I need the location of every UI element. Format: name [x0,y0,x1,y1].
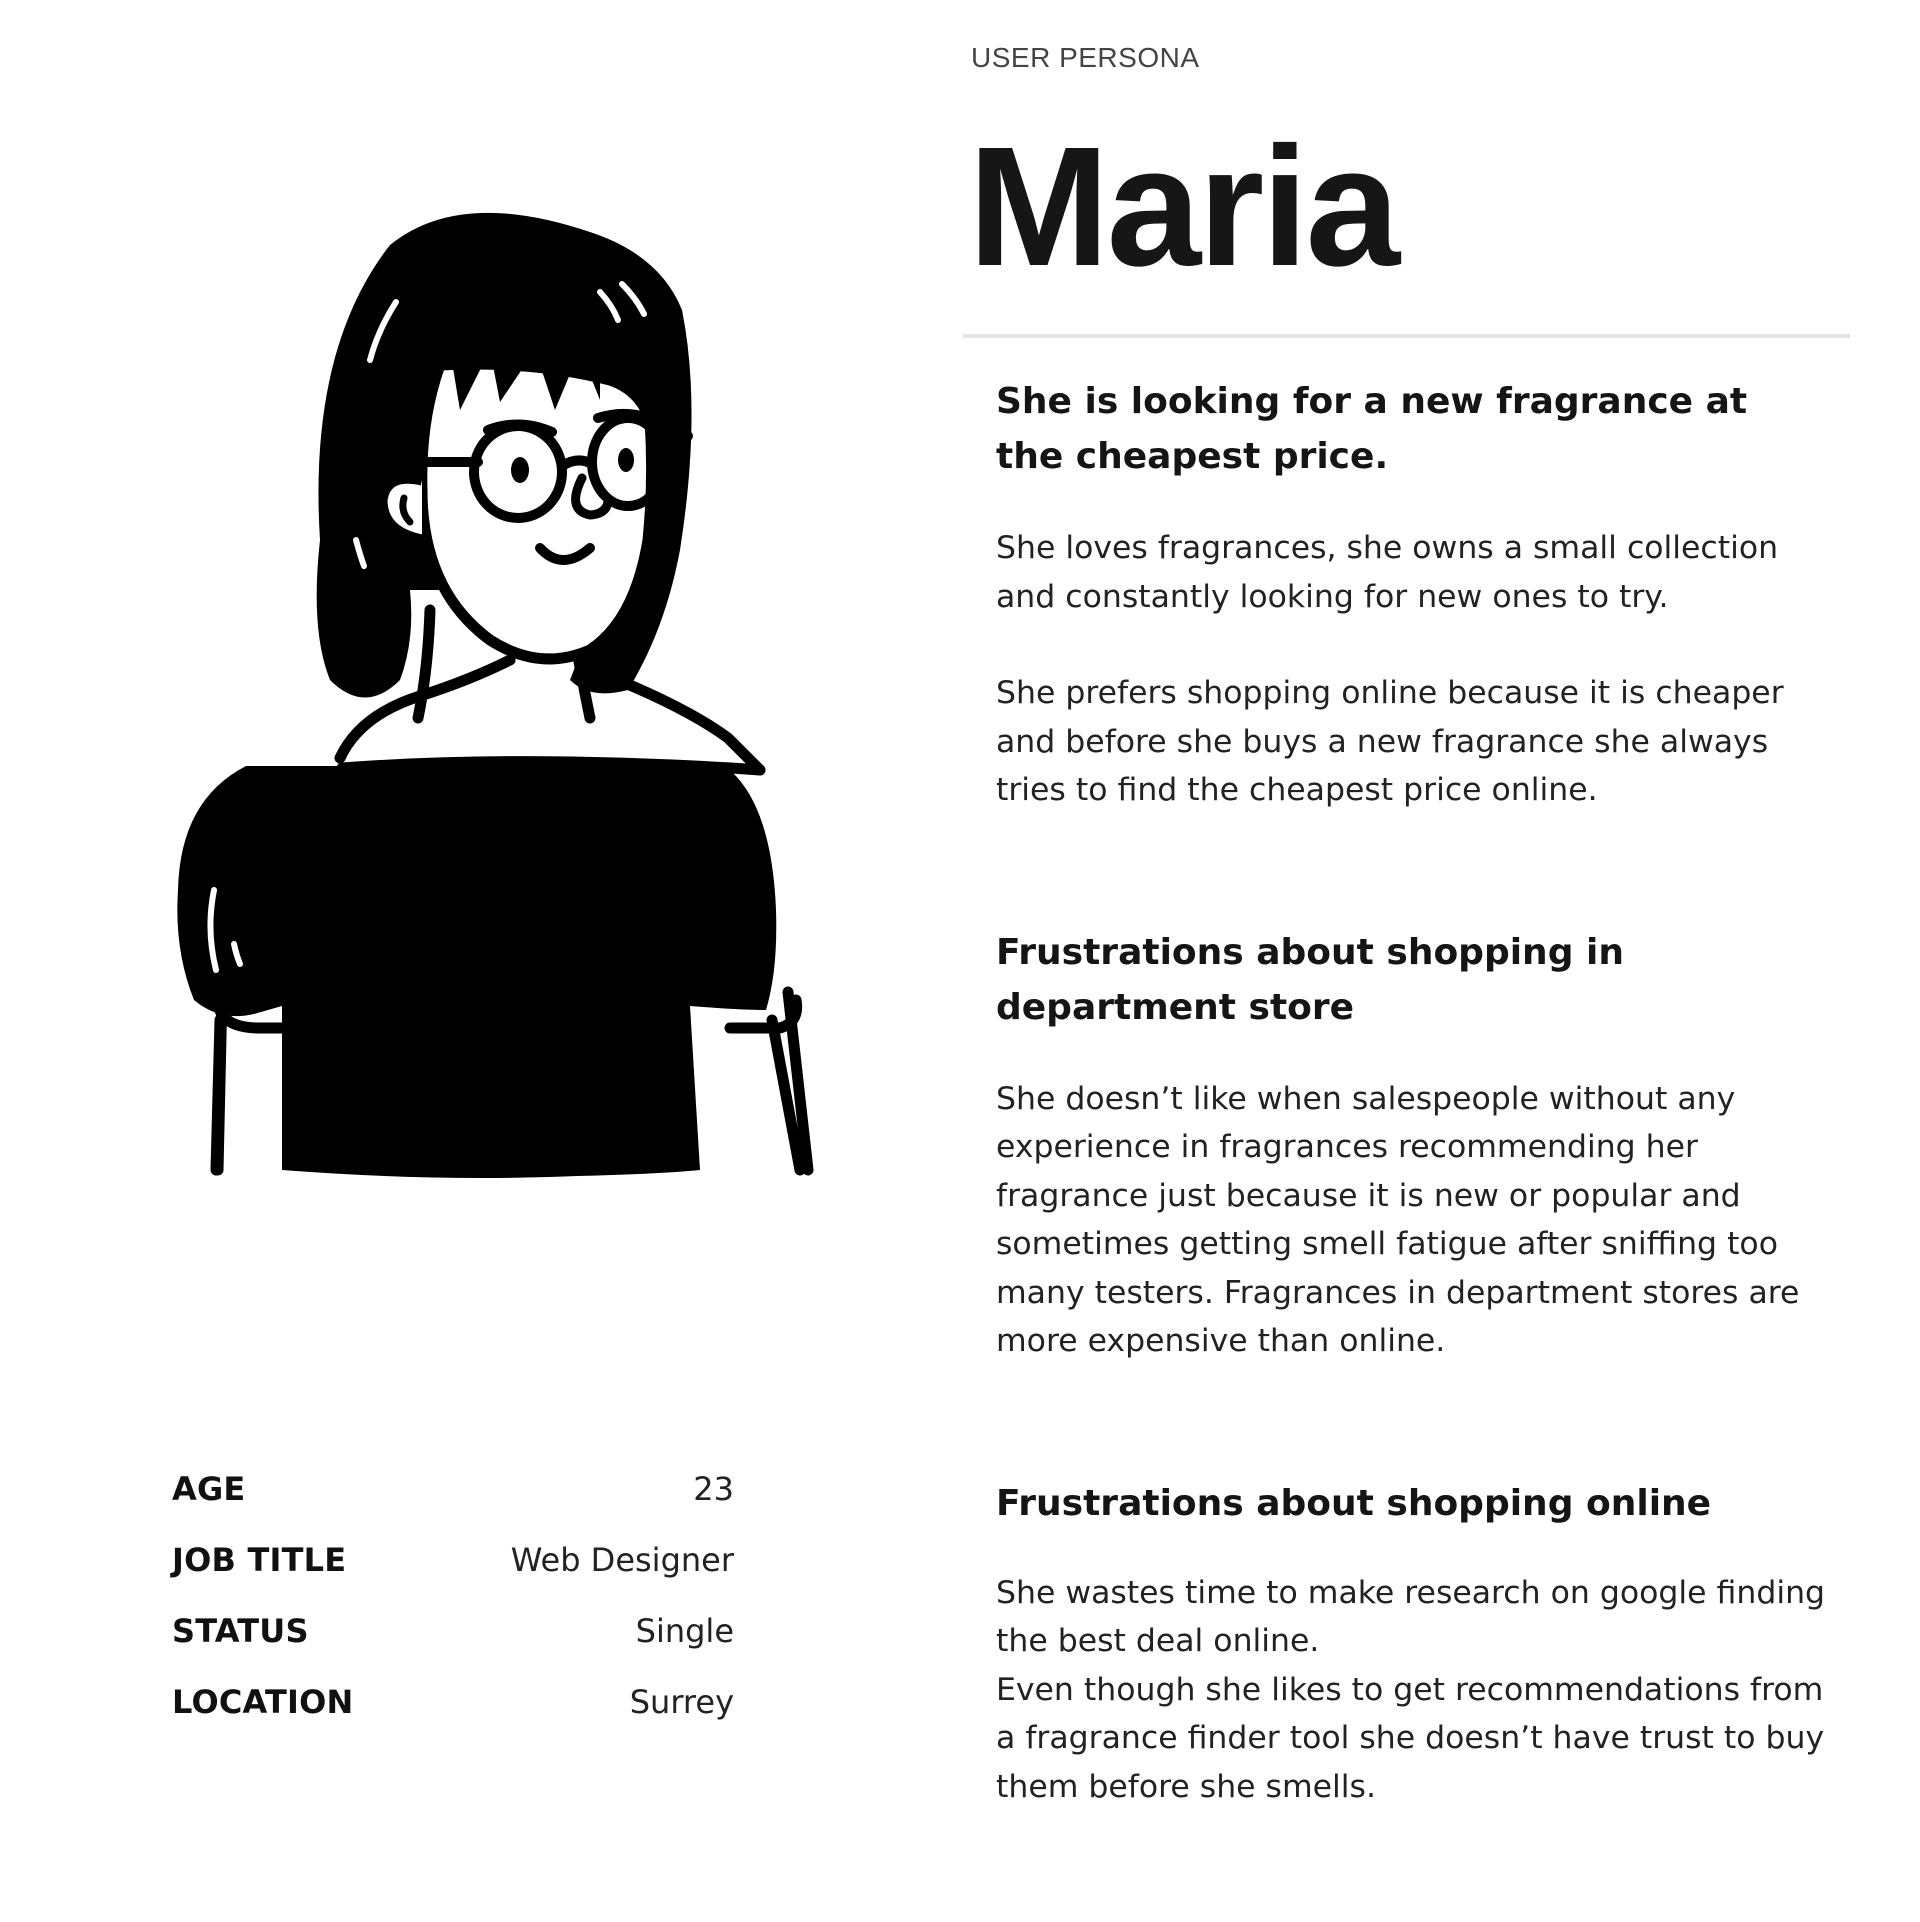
fact-row-age [172,1470,734,1541]
goal-paragraph: She loves fragrances, she owns a small collection and constantly looking for new ones to try. [996,530,1779,615]
fact-value: Surrey [629,1683,734,1721]
goal-section [996,374,1826,815]
goal-paragraph: She prefers shopping online because it is cheaper and before she buys a new fragrance she always tries to find the cheapest price online. [996,675,1784,808]
fact-row-location [172,1683,734,1754]
fact-row-job-title [172,1541,734,1612]
persona-sections [996,374,1826,1811]
persona-profile-column [0,0,940,1922]
fact-label: AGE [172,1470,246,1508]
online-frustrations-paragraph: Even though she likes to get recommendations from a fragrance finder tool she doesn’t have trust to buy them before she smells. [996,1671,1825,1805]
fact-value: Single [635,1612,734,1650]
persona-details-column [960,0,1860,1922]
fact-label: LOCATION [172,1683,354,1721]
persona-name: Maria [968,112,1398,302]
woman-with-glasses-illustration-icon [160,210,840,1200]
store-frustrations-heading: Frustrations about shopping in department store [996,931,1624,1028]
document-eyebrow: USER PERSONA [971,42,1200,73]
header-divider [963,334,1850,338]
fact-row-status [172,1612,734,1683]
online-frustrations-paragraph: She wastes time to make research on google finding the best deal online. [996,1574,1826,1659]
fact-label: JOB TITLE [172,1541,347,1579]
fact-value: 23 [693,1470,734,1508]
online-frustrations-heading: Frustrations about shopping online [996,1482,1712,1524]
store-frustrations-section [996,925,1826,1366]
persona-facts [172,1470,734,1754]
persona-illustration [160,210,840,1200]
store-frustrations-paragraph: She doesn’t like when salespeople without any experience in fragrances recommending her fragrance just because it is new or popular and sometimes getting smell fatigue after sniffing too many testers. Fragrances in department stores are more expensive than online. [996,1080,1800,1359]
fact-value: Web Designer [510,1541,734,1579]
fact-label: STATUS [172,1612,309,1650]
goal-heading: She is looking for a new fragrance at the cheapest price. [996,381,1748,477]
online-frustrations-section [996,1476,1826,1812]
